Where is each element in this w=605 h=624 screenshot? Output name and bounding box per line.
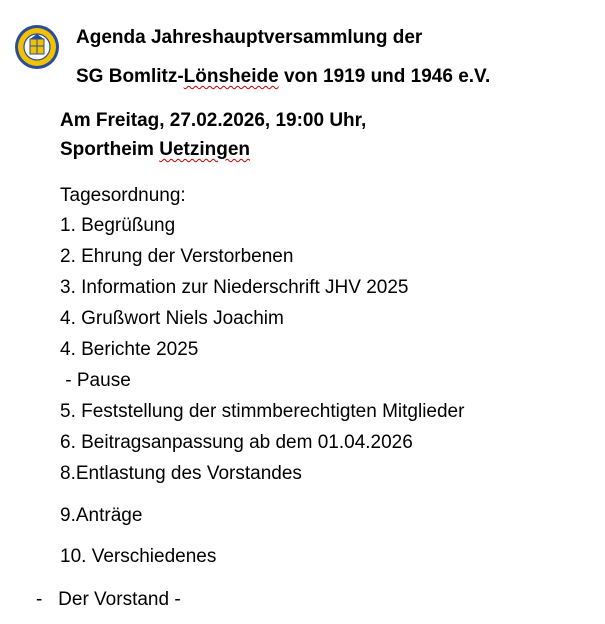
club-seal-icon xyxy=(14,24,60,70)
agenda-item: 5. Feststellung der stimmberechtigten Mitglieder xyxy=(60,401,465,422)
agenda-item: - Pause xyxy=(60,370,131,391)
agenda-item: 10. Verschiedenes xyxy=(60,546,217,567)
agenda-item: 3. Information zur Niederschrift JHV 2025 xyxy=(60,277,409,298)
club-name-prefix: SG Bomlitz- xyxy=(76,66,184,87)
club-name-suffix: von 1919 und 1946 e.V. xyxy=(278,66,491,87)
agenda-item: 1. Begrüßung xyxy=(60,215,176,236)
location-prefix: Sportheim xyxy=(60,139,160,160)
agenda-item: 9.Anträge xyxy=(60,505,143,526)
meeting-date: Am Freitag, 27.02.2026, 19:00 Uhr, xyxy=(60,110,367,131)
agenda-item: 2. Ehrung der Verstorbenen xyxy=(60,246,294,267)
document-title-line2 xyxy=(76,66,490,88)
signature: - Der Vorstand - xyxy=(36,589,181,610)
club-logo xyxy=(14,24,60,70)
agenda-item: 6. Beitragsanpassung ab dem 01.04.2026 xyxy=(60,432,413,453)
spellcheck-flagged-word: Lönsheide xyxy=(183,66,279,87)
agenda-heading: Tagesordnung: xyxy=(60,185,186,206)
agenda-item: 8.Entlastung des Vorstandes xyxy=(60,463,302,484)
agenda-item: 4. Berichte 2025 xyxy=(60,339,199,360)
spellcheck-flagged-word: Uetzingen xyxy=(159,139,251,160)
agenda-item: 4. Grußwort Niels Joachim xyxy=(60,308,284,329)
meeting-location xyxy=(60,139,250,161)
document-title-line1: Agenda Jahreshauptversammlung der xyxy=(76,27,423,48)
